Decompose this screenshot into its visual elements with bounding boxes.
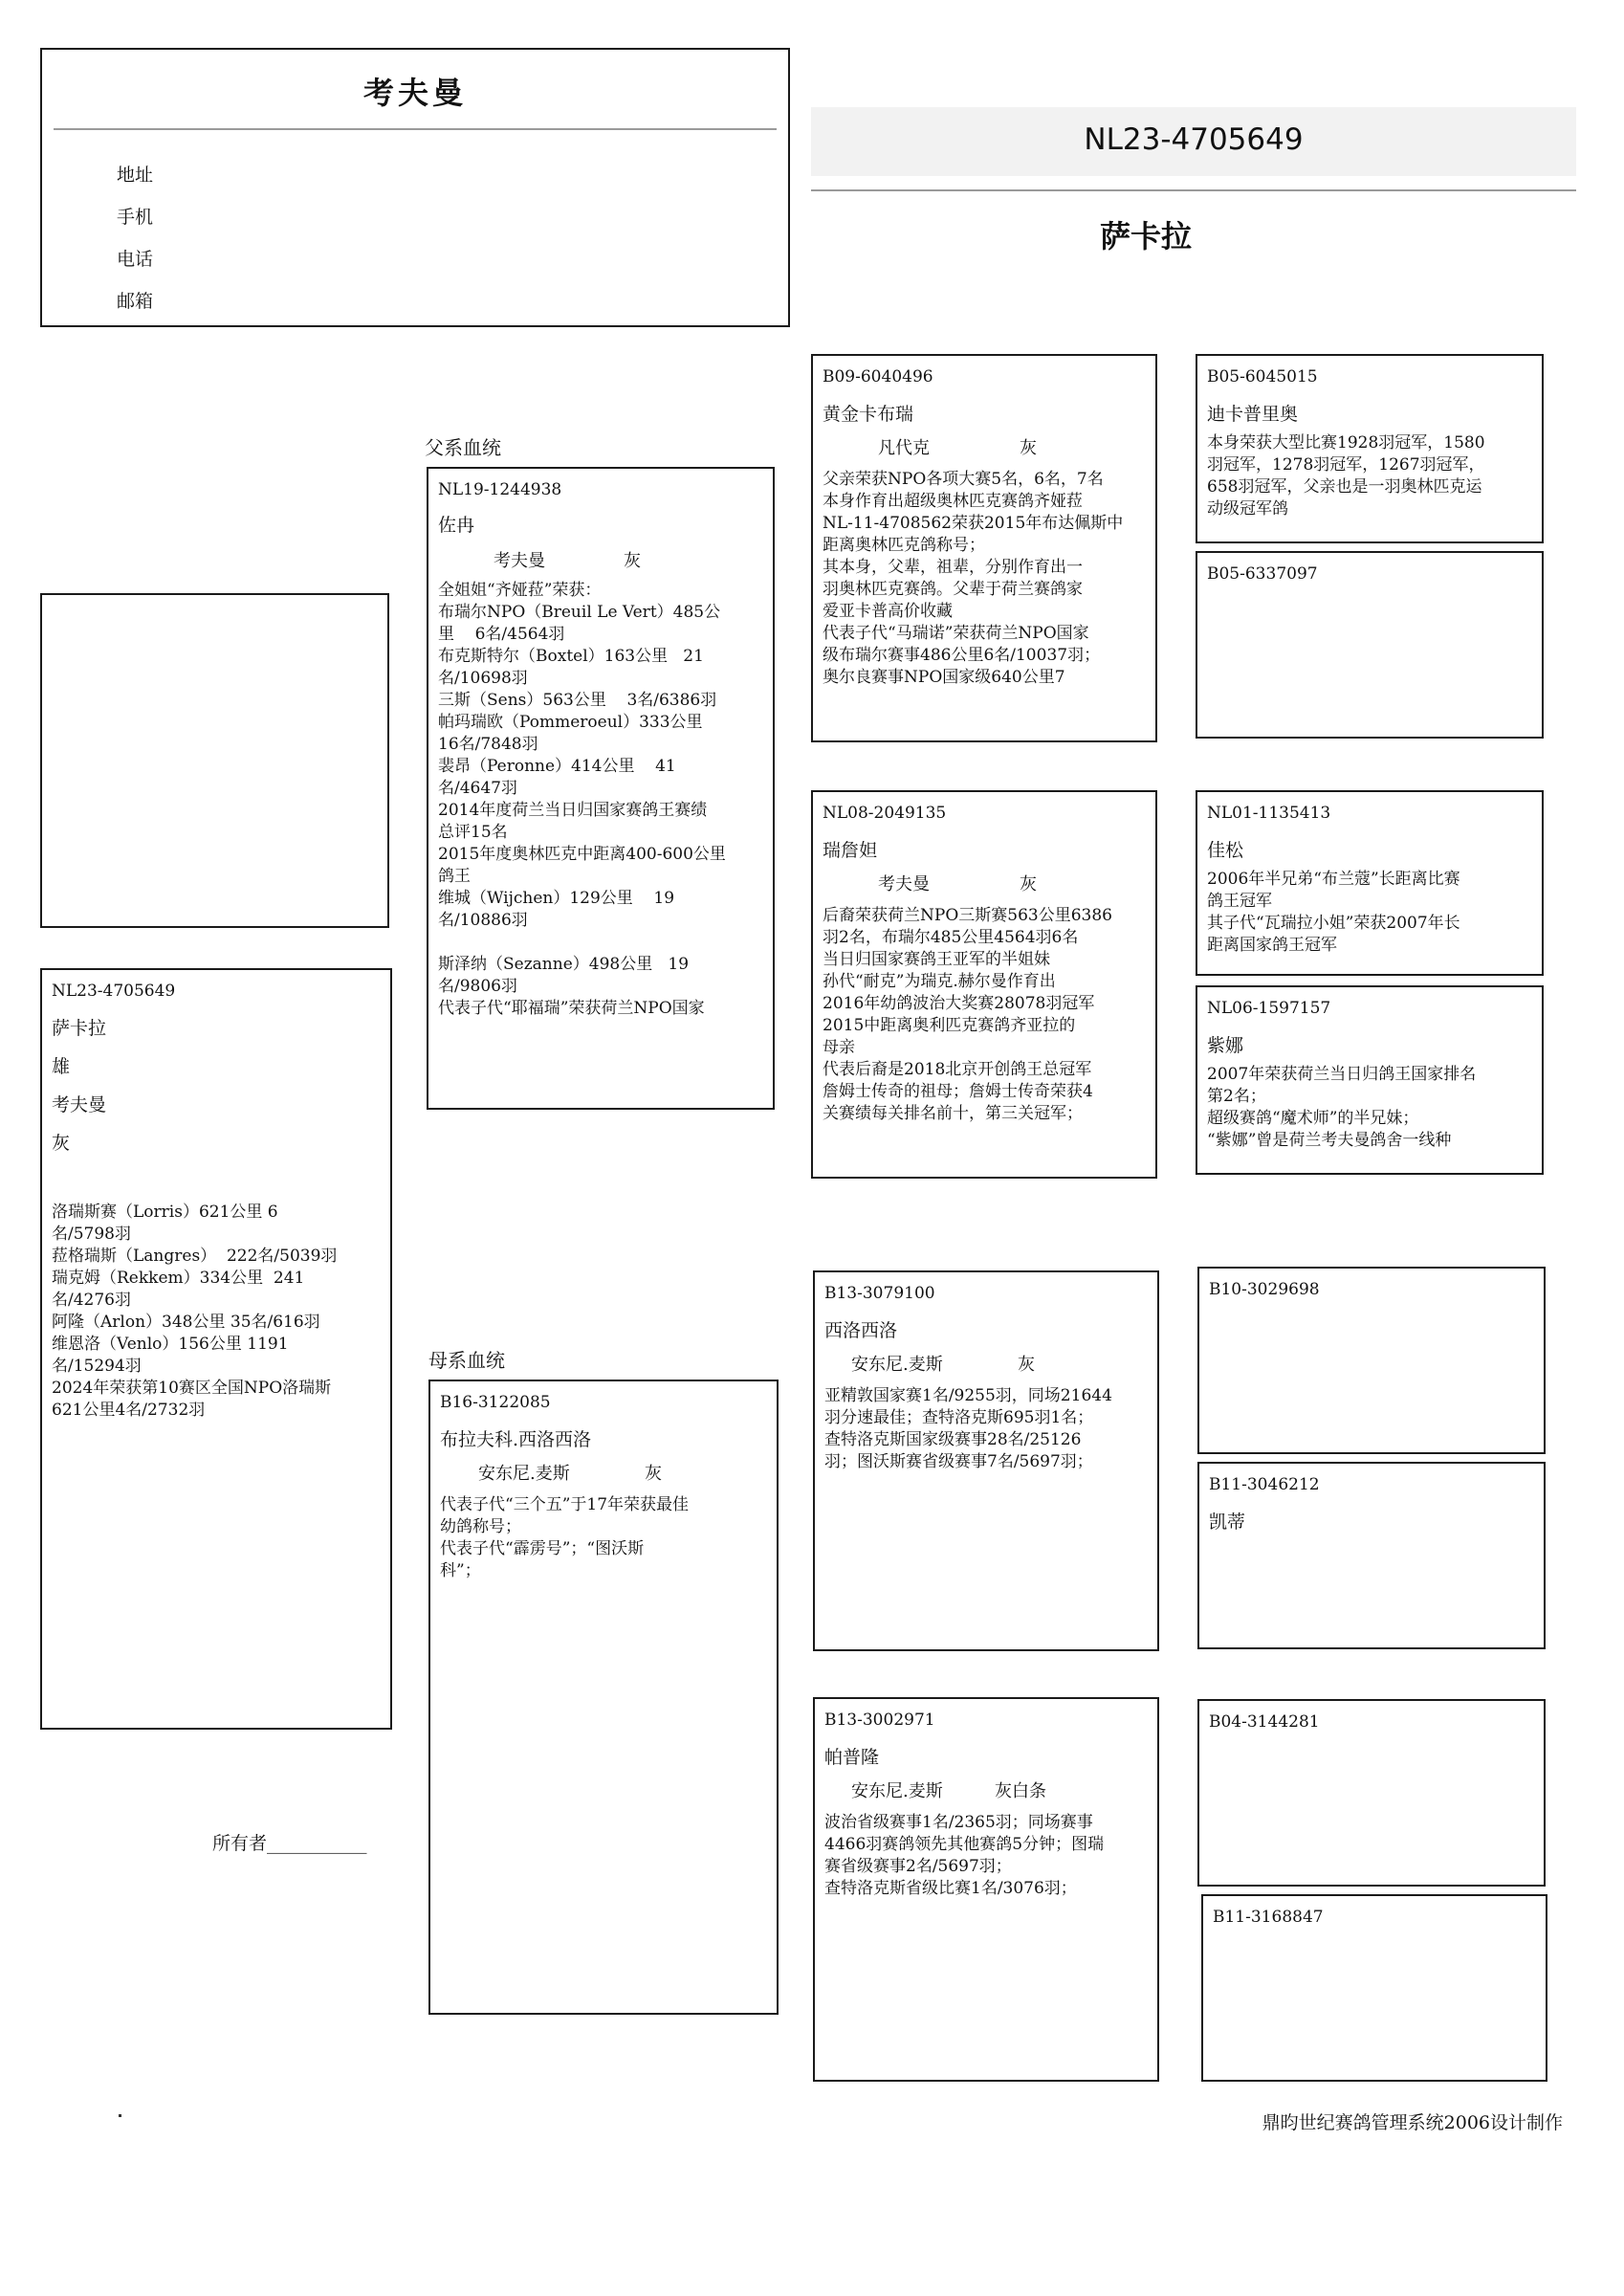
sire-meta <box>438 549 763 574</box>
subject-results: 洛瑞斯赛（Lorris）621公里 6 名/5798羽 菈格瑞斯（Langres） 222名/5039羽 瑞克姆（Rekkem）334公里 241 名/4276羽 阿隆（Arlon）348公里 35名/616羽 维恩洛（Venlo）156公里 1191 名/15294羽 2024年荣获第10赛区全国NPO洛瑞斯 621公里4名/2732羽 <box>52 1203 338 1420</box>
photo-box <box>40 593 389 928</box>
dam-name: 布拉夫科.西洛西洛 <box>440 1429 592 1450</box>
dam-card <box>428 1380 779 2015</box>
sire-ring: NL19-1244938 <box>438 480 562 499</box>
phone-label: 电话 <box>117 249 154 270</box>
dam-description: 代表子代“三个五”于17年荣获最佳 幼鸽称号； 代表子代“霹雳号”；“图沃斯 科”； <box>440 1495 690 1580</box>
owner-blank: ___________ <box>267 1833 367 1854</box>
title-divider <box>811 189 1576 191</box>
grandparent-meta <box>824 1779 1148 1804</box>
great-grandparent-description: 本身荣获大型比赛1928羽冠军，1580 羽冠军，1278羽冠军，1267羽冠军， 658羽冠军，父亲也是一羽奥林匹克运 动级冠军鸽 <box>1207 433 1485 519</box>
loft-divider <box>54 128 777 130</box>
subject-card <box>40 968 392 1730</box>
great-grandparent-card <box>1196 985 1544 1175</box>
title-ring: NL23-4705649 <box>1084 122 1304 157</box>
granddam-paternal-card <box>811 790 1157 1179</box>
great-grandparent-card <box>1196 790 1544 976</box>
great-grandparent-ring: B11-3046212 <box>1209 1475 1320 1494</box>
owner-line <box>212 1829 367 1855</box>
grandparent-breeder: 安东尼.麦斯 <box>851 1355 943 1375</box>
great-grandparent-card <box>1196 354 1544 543</box>
loft-header-box <box>40 48 790 327</box>
subject-sex: 雄 <box>52 1056 71 1077</box>
mother-line-label: 母系血统 <box>428 1349 505 1372</box>
great-grandparent-name: 凯蒂 <box>1209 1512 1246 1533</box>
great-grandparent-name: 迪卡普里奥 <box>1207 404 1299 425</box>
great-grandparent-card <box>1196 551 1544 739</box>
dam-ring: B16-3122085 <box>440 1393 551 1412</box>
great-grandparent-card <box>1197 1267 1546 1454</box>
sire-card <box>427 467 775 1110</box>
great-grandparent-card <box>1197 1699 1546 1887</box>
grandsire-maternal-card <box>813 1270 1159 1651</box>
grandparent-meta <box>823 436 1146 461</box>
grandparent-meta <box>824 1353 1148 1378</box>
great-grandparent-description: 2006年半兄弟“布兰蔻”长距离比赛 鸽王冠军 其子代“瓦瑞拉小姐”荣获2007年长 距离国家鸽王冠军 <box>1207 870 1460 955</box>
title-name: 萨卡拉 <box>1100 218 1193 254</box>
great-grandparent-ring: B05-6045015 <box>1207 367 1318 386</box>
great-grandparent-ring: B10-3029698 <box>1209 1280 1320 1299</box>
father-line-label: 父系血统 <box>425 436 501 459</box>
grandparent-color: 灰 <box>1018 1355 1035 1375</box>
footer-credit: 鼎昀世纪赛鸽管理系统2006设计制作 <box>1262 2112 1563 2133</box>
great-grandparent-ring: NL01-1135413 <box>1207 804 1331 823</box>
subject-ring: NL23-4705649 <box>52 982 176 1001</box>
grandparent-ring: B09-6040496 <box>823 367 933 386</box>
sire-description: 全姐姐“齐娅菈”荣获： 布瑞尔NPO（Breuil Le Vert）485公 里 6名/4564羽 布克斯特尔（Boxtel）163公里 21 名/10698羽 三斯（Sens）563公里 3名/6386羽 帕玛瑞欧（Pommeroeul）333公里 16名/7848羽 裴昂（Peronne）414公里 41 名/4647羽 2014年度荷兰当日归国家赛鸽王赛绩 总评15名 2015年度奥林匹克中距离400-600公里 鸽王 维城（Wijchen）129公里 19 名/10886羽 斯泽纳（Sezanne）498公里 19 名/9806羽 代表子代“耶福瑞”荣获荷兰NPO国家 <box>438 581 726 1018</box>
owner-label: 所有者 <box>212 1833 268 1854</box>
dot-mark <box>119 2114 121 2117</box>
grandparent-name: 瑞詹妲 <box>823 840 878 861</box>
grandparent-color: 灰 <box>1020 438 1037 458</box>
grandparent-name: 西洛西洛 <box>824 1320 898 1341</box>
grandparent-description: 亚精敦国家赛1名/9255羽，同场21644 羽分速最佳；查特洛克斯695羽1名； 查特洛克斯国家级赛事28名/25126 羽；图沃斯赛省级赛事7名/5697羽； <box>824 1386 1112 1471</box>
grandparent-color: 灰 <box>1020 874 1037 894</box>
grandparent-breeder: 考夫曼 <box>878 874 930 894</box>
grandparent-meta <box>823 872 1146 897</box>
grandparent-breeder: 安东尼.麦斯 <box>851 1781 943 1801</box>
great-grandparent-card <box>1197 1462 1546 1649</box>
subject-breeder: 考夫曼 <box>52 1094 107 1115</box>
grandparent-ring: NL08-2049135 <box>823 804 947 823</box>
sire-name: 佐冉 <box>438 515 475 536</box>
grandparent-name: 黄金卡布瑞 <box>823 404 914 425</box>
great-grandparent-ring: NL06-1597157 <box>1207 999 1331 1018</box>
sire-breeder: 考夫曼 <box>494 551 545 571</box>
great-grandparent-card <box>1201 1894 1547 2082</box>
email-label: 邮箱 <box>117 291 154 312</box>
grandparent-ring: B13-3079100 <box>824 1284 935 1303</box>
grandparent-breeder: 凡代克 <box>878 438 930 458</box>
grandparent-ring: B13-3002971 <box>824 1711 935 1730</box>
sire-color: 灰 <box>624 551 641 571</box>
mobile-label: 手机 <box>117 207 154 228</box>
great-grandparent-ring: B04-3144281 <box>1209 1712 1320 1732</box>
dam-meta <box>440 1462 767 1487</box>
grandparent-description: 父亲荣获NPO各项大赛5名，6名，7名 本身作育出超级奥林匹克赛鸽齐娅菈 NL-11-4708562荣获2015年布达佩斯中 距离奥林匹克鸽称号； 其本身，父辈，祖辈，分别作育出一 羽奥林匹克赛鸽。父辈于荷兰赛鸽家 爱亚卡普高价收藏 代表子代“马瑞诺”荣获荷兰NPO国家 级布瑞尔赛事486公里6名/10037羽； 奥尔良赛事NPO国家级640公里7 <box>823 470 1124 687</box>
dam-breeder: 安东尼.麦斯 <box>478 1464 570 1484</box>
dam-color: 灰 <box>645 1464 662 1484</box>
loft-name: 考夫曼 <box>362 75 467 111</box>
great-grandparent-description: 2007年荣获荷兰当日归鸽王国家排名 第2名； 超级赛鸽“魔术师”的半兄妹； “紫娜”曾是荷兰考夫曼鸽舍一线种 <box>1207 1065 1477 1150</box>
great-grandparent-ring: B05-6337097 <box>1207 564 1318 584</box>
great-grandparent-name: 紫娜 <box>1207 1035 1244 1056</box>
subject-name: 萨卡拉 <box>52 1018 107 1039</box>
address-label: 地址 <box>117 165 154 186</box>
great-grandparent-name: 佳松 <box>1207 840 1244 861</box>
great-grandparent-ring: B11-3168847 <box>1213 1908 1324 1927</box>
grandparent-description: 波治省级赛事1名/2365羽；同场赛事 4466羽赛鸽领先其他赛鸽5分钟；图瑞 赛省级赛事2名/5697羽； 查特洛克斯省级比赛1名/3076羽； <box>824 1813 1105 1898</box>
subject-color: 灰 <box>52 1133 71 1154</box>
grandparent-name: 帕普隆 <box>824 1747 880 1768</box>
grandsire-paternal-card <box>811 354 1157 742</box>
grandparent-color: 灰白条 <box>995 1781 1046 1801</box>
grandparent-description: 后裔荣获荷兰NPO三斯赛563公里6386 羽2名，布瑞尔485公里4564羽6名 当日归国家赛鸽王亚军的半姐妹 孙代“耐克”为瑞克.赫尔曼作育出 2016年幼鸽波治大奖赛28078羽冠军 2015中距离奥利匹克赛鸽齐亚拉的 母亲 代表后裔是2018北京开创鸽王总冠军 詹姆士传奇的祖母；詹姆士传奇荣获4 关赛绩每关排名前十，第三关冠军； <box>823 906 1112 1123</box>
granddam-maternal-card <box>813 1697 1159 2082</box>
